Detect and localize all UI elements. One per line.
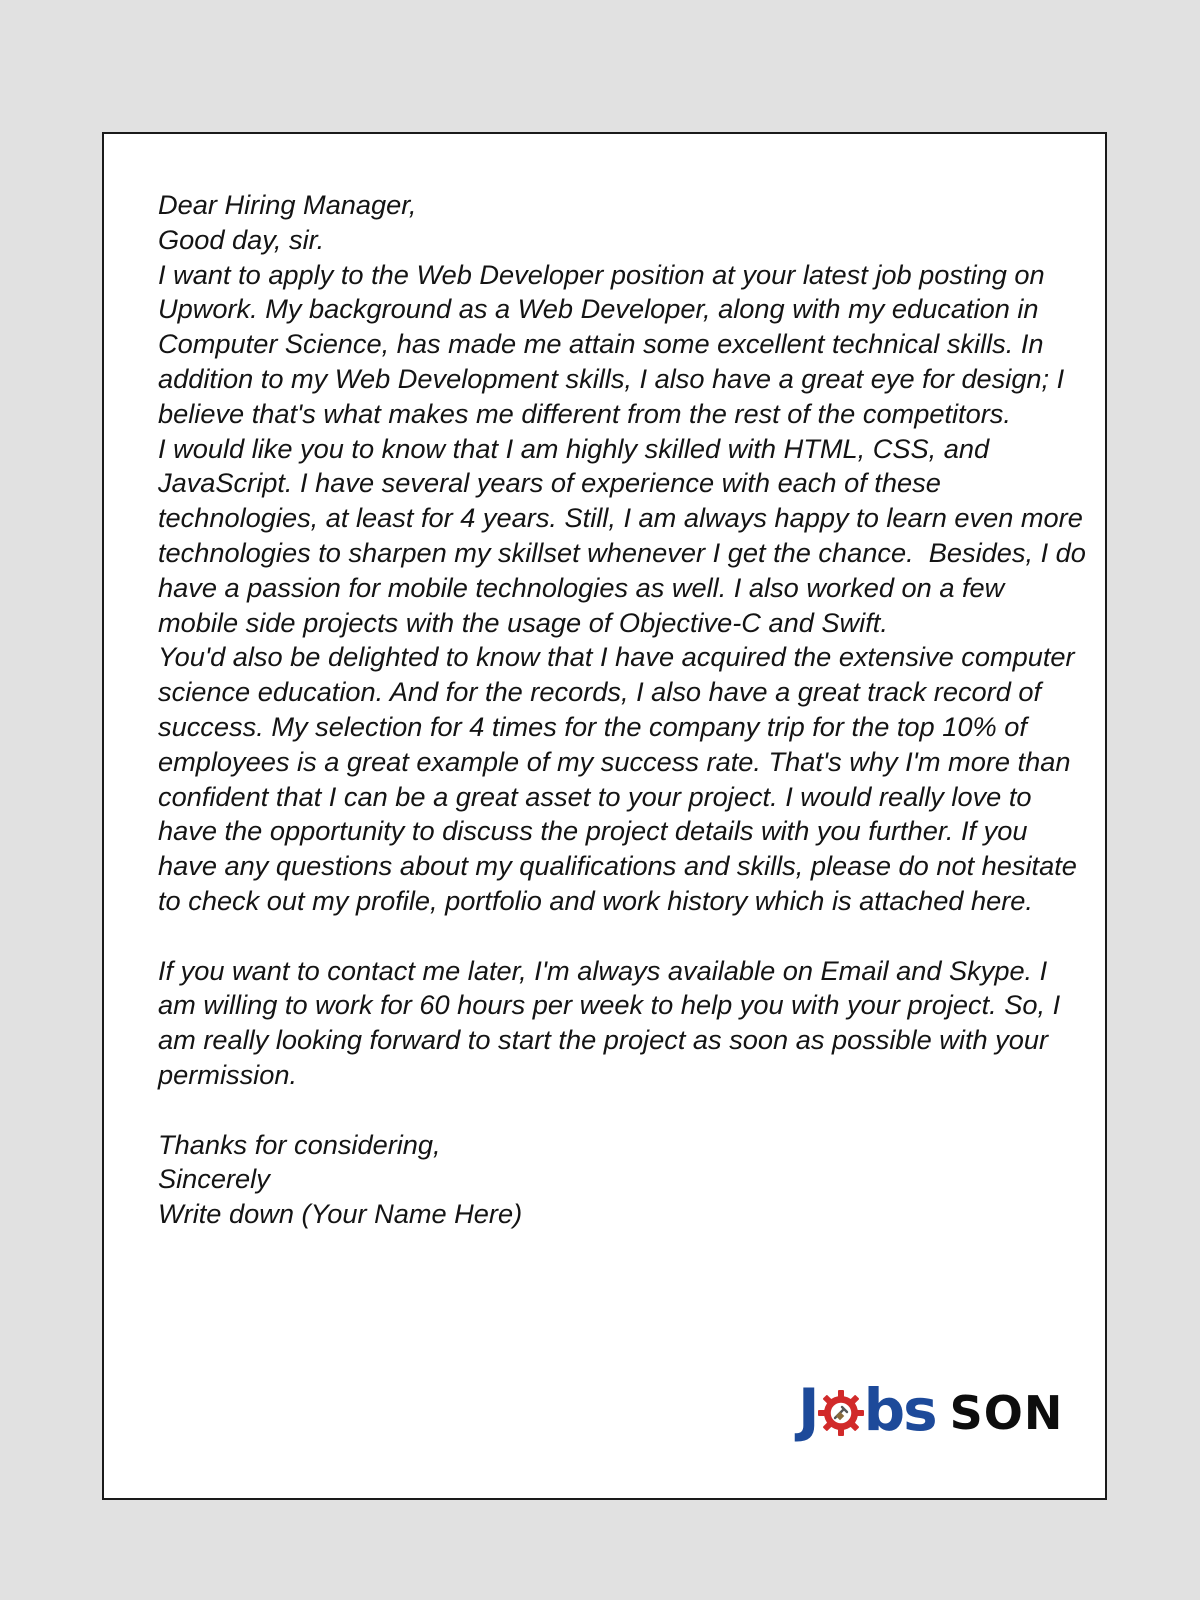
paragraph-2: I would like you to know that I am highly skilled with HTML, CSS, and JavaScript. I have several years of experience with each of these technologies, at least for 4 years. Still, I am always happy to learn even more technologies to sharpen my skillset whenever I get the chance. Besides, I do have a passion for mobile technologies as well. I also worked on a few mobile side projects with the usage of Objective-C and Swift. <box>158 432 1094 638</box>
gear-icon <box>817 1389 865 1437</box>
sign-off: Sincerely <box>158 1163 270 1195</box>
paragraph-spacer <box>158 919 1088 954</box>
greeting: Good day, sir. <box>158 223 325 255</box>
logo-letter-j: J <box>798 1376 818 1444</box>
letter-body <box>158 188 1094 1232</box>
signature-line: Write down (Your Name Here) <box>158 1198 523 1230</box>
thanks-line: Thanks for considering, <box>158 1128 441 1160</box>
paragraph-3: You'd also be delighted to know that I have acquired the extensive computer science education. And for the records, I also have a great track record of success. My selection for 4 times for the company trip for the top 10% of employees is a great example of my success rate. That's why I'm more than confident that I can be a great asset to your project. I would really love to have the opportunity to discuss the project details with you further. If you have any questions about my qualifications and skills, please do not hesitate to check out my profile, portfolio and work history which is attached here. <box>158 641 1085 916</box>
jobsson-logo <box>798 1376 1064 1444</box>
paragraph-spacer <box>158 1093 1088 1128</box>
letter-page <box>102 132 1107 1500</box>
salutation: Dear Hiring Manager, <box>158 189 417 220</box>
logo-son: SON <box>949 1386 1064 1440</box>
paragraph-1: I want to apply to the Web Developer position at your latest job posting on Upwork. My background as a Web Developer, along with my education in Computer Science, has made me attain some excellent technical skills. In addition to my Web Development skills, I also have a great eye for design; I believe that's what makes me different from the rest of the competitors. <box>158 258 1072 429</box>
paragraph-4: If you want to contact me later, I'm always available on Email and Skype. I am willing to work for 60 hours per week to help you with your project. So, I am really looking forward to start the project as soon as possible with your permission. <box>158 954 1068 1090</box>
logo-letters-bs: bs <box>863 1376 936 1444</box>
